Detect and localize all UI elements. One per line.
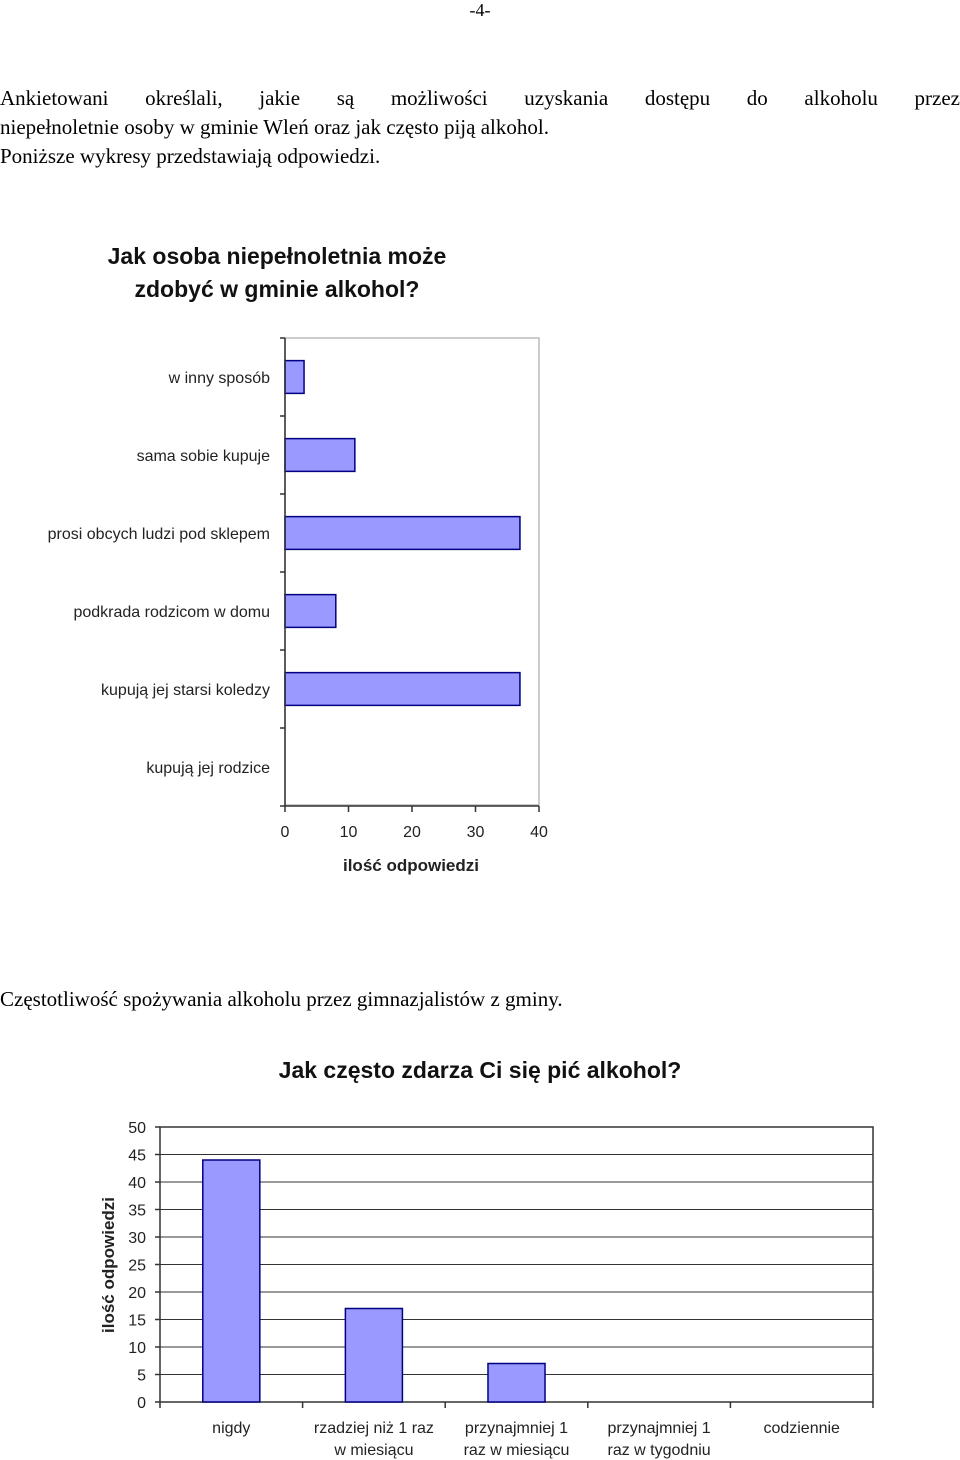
chart1-category-label: prosi obcych ludzi pod sklepem — [47, 526, 270, 543]
intro-line-1: Ankietowani określali, jakie są możliwości uzyskania dostępu do alkoholu przez — [0, 86, 960, 110]
chart2-y-tick-label: 35 — [128, 1202, 146, 1220]
chart1-bar — [285, 517, 520, 550]
chart2-category-label: nigdy — [212, 1420, 251, 1437]
chart1-category-label: podkrada rodzicom w domu — [73, 604, 270, 621]
chart1-category-label: kupują jej starsi koledzy — [101, 682, 270, 699]
chart2-y-tick-label: 10 — [128, 1340, 146, 1357]
chart1-x-axis-title: ilość odpowiedzi — [342, 856, 480, 875]
access-bar-chart — [0, 230, 960, 910]
chart1-bar — [285, 673, 520, 706]
chart2-category-label: w miesiącu — [334, 1442, 414, 1459]
intro-line-2: niepełnoletnie osoby w gminie Wleń oraz jak często piją alkohol. — [0, 115, 549, 139]
intro-paragraph — [0, 84, 960, 171]
chart2-category-label: rzadziej niż 1 raz — [313, 1420, 434, 1437]
chart2-y-tick-label: 30 — [128, 1230, 146, 1247]
chart1-category-label: sama sobie kupuje — [136, 448, 270, 465]
chart2-y-axis-title: ilość odpowiedzi — [99, 1196, 118, 1334]
chart2-bar — [203, 1160, 260, 1402]
chart1-category-label: kupują jej rodzice — [146, 760, 270, 777]
chart2-caption-text: Częstotliwość spożywania alkoholu przez gimnazjalistów z gminy. — [0, 987, 563, 1011]
chart1-title-line-1: Jak osoba niepełnoletnia może — [107, 243, 447, 269]
chart1-x-tick-label: 40 — [530, 824, 548, 841]
chart2-y-tick-label: 40 — [128, 1175, 146, 1192]
chart1-title-line-2: zdobyć w gminie alkohol? — [134, 276, 420, 302]
page-number: -4- — [469, 0, 491, 20]
chart2-y-tick-label: 0 — [137, 1395, 146, 1412]
chart2-y-tick-label: 5 — [137, 1367, 146, 1385]
chart2-y-tick-label: 15 — [128, 1312, 146, 1330]
chart2-title: Jak często zdarza Ci się pić alkohol? — [278, 1057, 682, 1083]
chart2-category-label: przynajmniej 1 — [607, 1420, 711, 1437]
chart2-y-tick-label: 25 — [128, 1257, 146, 1275]
chart2-category-label: codziennie — [763, 1420, 840, 1437]
chart1-x-tick-label: 10 — [339, 824, 358, 841]
chart2-y-tick-label: 20 — [128, 1285, 146, 1302]
chart1-bar — [285, 595, 336, 628]
chart1-bar — [285, 439, 355, 472]
chart2-category-label: raz w tygodniu — [607, 1442, 711, 1459]
chart2-y-tick-label: 45 — [128, 1147, 146, 1165]
chart2-category-label: przynajmniej 1 — [464, 1420, 569, 1437]
chart2-bar — [345, 1309, 402, 1403]
chart1-plot-frame — [285, 338, 539, 805]
chart2-y-tick-label: 50 — [128, 1120, 146, 1137]
intro-line-3: Poniższe wykresy przedstawiają odpowiedzi. — [0, 144, 381, 168]
chart1-category-label: w inny sposób — [168, 370, 270, 387]
chart2-caption — [0, 985, 960, 1014]
chart2-category-label: raz w miesiącu — [463, 1442, 570, 1459]
frequency-bar-chart — [0, 1040, 960, 1460]
chart1-x-tick-label: 0 — [280, 824, 290, 841]
chart1-x-tick-label: 30 — [466, 824, 485, 841]
chart1-x-tick-label: 20 — [403, 824, 421, 841]
chart1-bar — [285, 361, 304, 394]
chart2-bar — [488, 1364, 545, 1403]
